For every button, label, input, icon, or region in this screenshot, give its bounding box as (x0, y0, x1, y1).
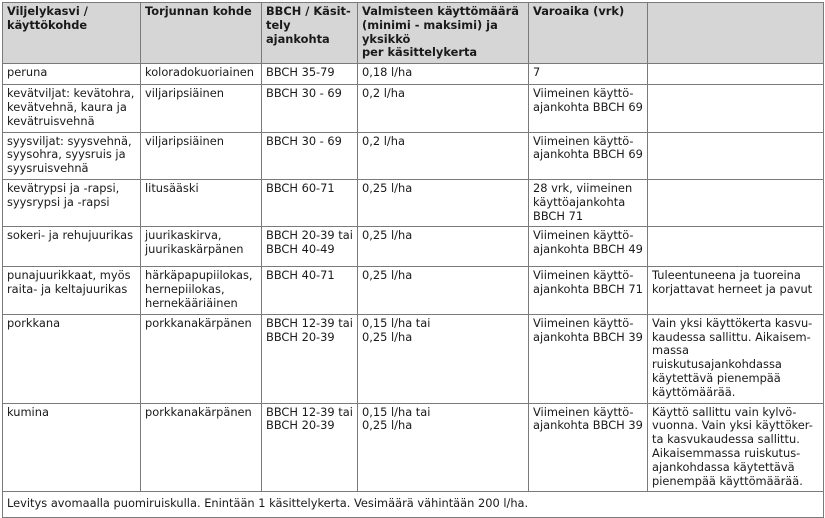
header-target: Torjunnan kohde (141, 3, 262, 64)
bbch-cell: BBCH 30 - 69 (262, 85, 358, 132)
usage-table (2, 2, 824, 518)
dose-cell: 0,18 l/ha (358, 64, 529, 85)
dose-cell: 0,15 l/ha tai 0,25 l/ha (358, 314, 529, 403)
waiting-period-cell: Viimeinen käyttö- ajankohta BBCH 71 (529, 267, 648, 314)
waiting-period-cell: Viimeinen käyttö- ajankohta BBCH 39 (529, 314, 648, 403)
notes-cell (648, 132, 824, 179)
table-row (3, 179, 824, 226)
bbch-cell: BBCH 35-79 (262, 64, 358, 85)
table-row (3, 267, 824, 314)
target-cell: härkäpapupiilokas, hernepiilokas, hernekääriäinen (141, 267, 262, 314)
target-cell: porkkanakärpänen (141, 314, 262, 403)
crop-cell: kevätviljat: kevätohra, kevätvehnä, kaura ja kevätruisvehnä (3, 85, 141, 132)
header-waiting-period: Varoaika (vrk) (529, 3, 648, 64)
header-row (3, 3, 824, 64)
target-cell: juurikaskirva, juurikaskärpänen (141, 227, 262, 267)
crop-cell: syysviljat: syysvehnä, syysohra, syysruis ja syysruisvehnä (3, 132, 141, 179)
crop-cell: punajuurikkaat, myös raita- ja keltajuurikas (3, 267, 141, 314)
notes-cell (648, 227, 824, 267)
application-note: Levitys avomaalla puomiruiskulla. Enintään 1 käsittelykerta. Vesimäärä vähintään 200 l/ha. (3, 492, 824, 518)
waiting-period-cell: Viimeinen käyttö- ajankohta BBCH 49 (529, 227, 648, 267)
crop-cell: kumina (3, 403, 141, 492)
footer-row (3, 492, 824, 518)
header-bbch: BBCH / Käsit- tely ajankohta (262, 3, 358, 64)
dose-cell: 0,2 l/ha (358, 85, 529, 132)
header-notes (648, 3, 824, 64)
dose-cell: 0,25 l/ha (358, 267, 529, 314)
header-dose: Valmisteen käyttömäärä (minimi - maksimi) ja yksikkö per käsittelykerta (358, 3, 529, 64)
dose-cell: 0,15 l/ha tai 0,25 l/ha (358, 403, 529, 492)
waiting-period-cell: Viimeinen käyttö- ajankohta BBCH 69 (529, 85, 648, 132)
dose-cell: 0,2 l/ha (358, 132, 529, 179)
notes-cell (648, 64, 824, 85)
target-cell: viljaripsiäinen (141, 85, 262, 132)
table-row (3, 132, 824, 179)
bbch-cell: BBCH 30 - 69 (262, 132, 358, 179)
bbch-cell: BBCH 12-39 tai BBCH 20-39 (262, 314, 358, 403)
notes-cell (648, 179, 824, 226)
crop-cell: porkkana (3, 314, 141, 403)
target-cell: koloradokuoriainen (141, 64, 262, 85)
dose-cell: 0,25 l/ha (358, 179, 529, 226)
header-crop: Viljelykasvi / käyttökohde (3, 3, 141, 64)
dose-cell: 0,25 l/ha (358, 227, 529, 267)
bbch-cell: BBCH 20-39 tai BBCH 40-49 (262, 227, 358, 267)
bbch-cell: BBCH 40-71 (262, 267, 358, 314)
waiting-period-cell: Viimeinen käyttö- ajankohta BBCH 39 (529, 403, 648, 492)
notes-cell: Käyttö sallittu vain kylvö- vuonna. Vain yksi käyttöker- ta kasvukaudessa sallittu. Aikaisemmassa ruiskutus- ajankohdassa käytettävä pienempää käyttömäärää. (648, 403, 824, 492)
target-cell: viljaripsiäinen (141, 132, 262, 179)
waiting-period-cell: Viimeinen käyttö- ajankohta BBCH 69 (529, 132, 648, 179)
waiting-period-cell: 28 vrk, viimeinen käyttöajankohta BBCH 71 (529, 179, 648, 226)
crop-cell: kevätrypsi ja -rapsi, syysrypsi ja -rapsi (3, 179, 141, 226)
notes-cell (648, 85, 824, 132)
table-row (3, 85, 824, 132)
table-row (3, 64, 824, 85)
target-cell: litusääski (141, 179, 262, 226)
bbch-cell: BBCH 60-71 (262, 179, 358, 226)
crop-cell: peruna (3, 64, 141, 85)
target-cell: porkkanakärpänen (141, 403, 262, 492)
crop-cell: sokeri- ja rehujuurikas (3, 227, 141, 267)
table-row (3, 227, 824, 267)
notes-cell: Vain yksi käyttökerta kasvu- kaudessa sallittu. Aikaisem- massa ruiskutusajankohdassa käytettävä pienempää käyttömäärää. (648, 314, 824, 403)
table-row (3, 403, 824, 492)
table-row (3, 314, 824, 403)
notes-cell: Tuleentuneena ja tuoreina korjattavat herneet ja pavut (648, 267, 824, 314)
waiting-period-cell: 7 (529, 64, 648, 85)
bbch-cell: BBCH 12-39 tai BBCH 20-39 (262, 403, 358, 492)
